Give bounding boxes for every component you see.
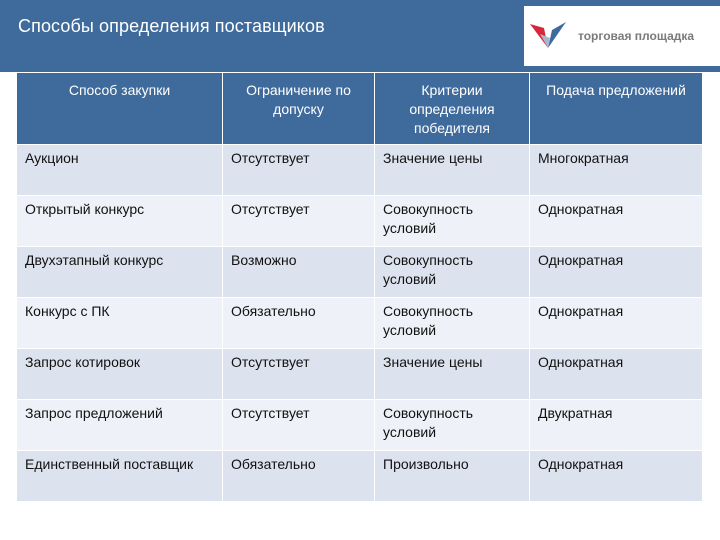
table-row <box>17 400 703 451</box>
logo <box>524 6 720 66</box>
table-cell: Единственный поставщик <box>17 451 223 502</box>
table-cell: Обязательно <box>223 298 375 349</box>
table-cell: Однократная <box>530 298 703 349</box>
column-header-criteria: Критерии определения победителя <box>375 73 530 145</box>
table-cell: Совокупность условий <box>375 298 530 349</box>
table-cell: Запрос котировок <box>17 349 223 400</box>
header-bar <box>0 0 720 72</box>
logo-mark-icon <box>530 20 566 52</box>
table-row <box>17 247 703 298</box>
table-row <box>17 349 703 400</box>
table-cell: Однократная <box>530 451 703 502</box>
table-cell: Возможно <box>223 247 375 298</box>
table-row <box>17 196 703 247</box>
column-header-restriction: Ограничение по допуску <box>223 73 375 145</box>
table-cell: Отсутствует <box>223 196 375 247</box>
table-header-row <box>17 73 703 145</box>
table-cell: Значение цены <box>375 145 530 196</box>
table-cell: Двукратная <box>530 400 703 451</box>
table-cell: Совокупность условий <box>375 400 530 451</box>
table-cell: Совокупность условий <box>375 247 530 298</box>
page-title: Способы определения поставщиков <box>18 16 325 36</box>
table-cell: Обязательно <box>223 451 375 502</box>
table-cell: Однократная <box>530 349 703 400</box>
procurement-methods-table <box>16 72 703 502</box>
table-cell: Отсутствует <box>223 400 375 451</box>
table-cell: Однократная <box>530 247 703 298</box>
table-cell: Однократная <box>530 196 703 247</box>
table-cell: Многократная <box>530 145 703 196</box>
table-cell: Аукцион <box>17 145 223 196</box>
table-cell: Произвольно <box>375 451 530 502</box>
column-header-submission: Подача предложений <box>530 73 703 145</box>
table-cell: Совокупность условий <box>375 196 530 247</box>
table-cell: Запрос предложений <box>17 400 223 451</box>
table-cell: Двухэтапный конкурс <box>17 247 223 298</box>
table-row <box>17 451 703 502</box>
logo-text: торговая площадка <box>578 29 695 43</box>
table-row <box>17 145 703 196</box>
table-cell: Открытый конкурс <box>17 196 223 247</box>
table-cell: Конкурс с ПК <box>17 298 223 349</box>
table-cell: Значение цены <box>375 349 530 400</box>
table-cell: Отсутствует <box>223 349 375 400</box>
table-row <box>17 298 703 349</box>
table-cell: Отсутствует <box>223 145 375 196</box>
column-header-method: Способ закупки <box>17 73 223 145</box>
